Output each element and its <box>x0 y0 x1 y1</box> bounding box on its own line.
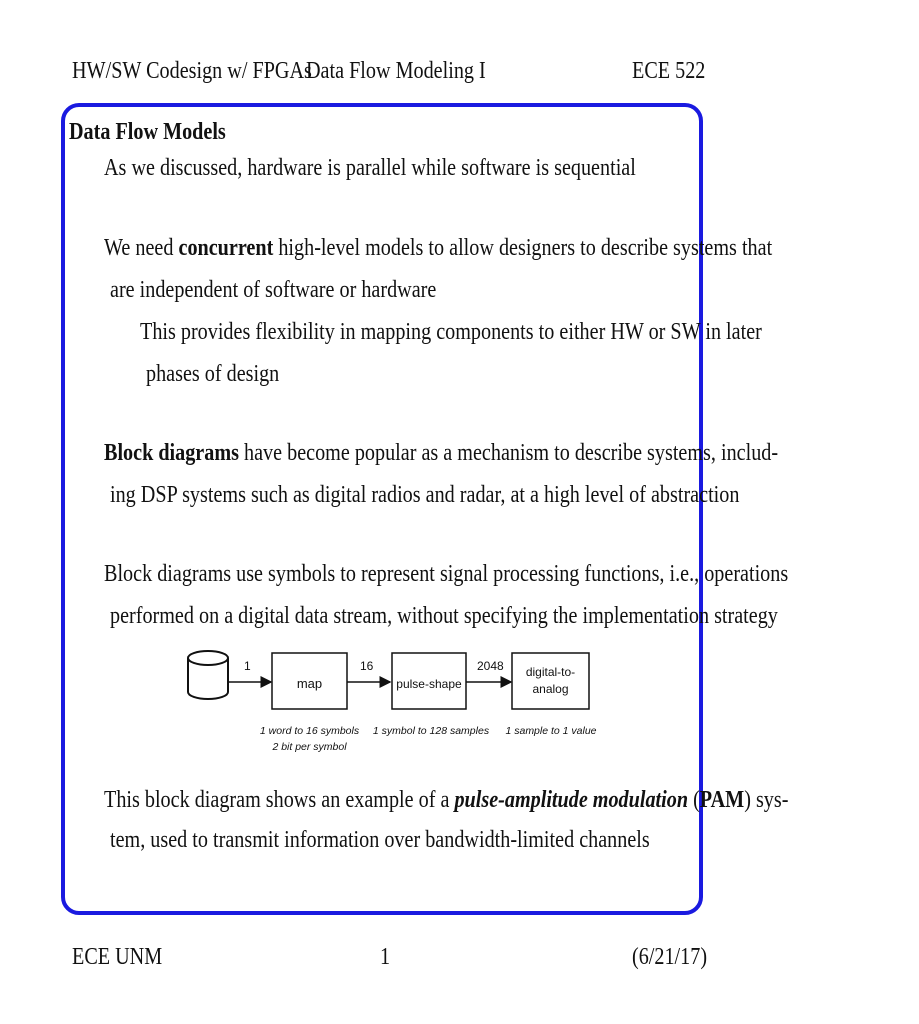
digital-to-analog-label-line-2: analog <box>532 682 569 696</box>
slide-heading: Data Flow Models <box>69 119 226 145</box>
data-source-cylinder-icon <box>188 651 228 699</box>
paragraph-5-line-2: performed on a digital data stream, without specifying the implementation strategy <box>110 603 778 629</box>
paragraph-4-line-2: ing DSP systems such as digital radios and radar, at a high level of abstraction <box>110 482 740 508</box>
map-block-label: map <box>296 676 323 691</box>
pam-acronym: PAM <box>699 787 745 813</box>
digital-to-analog-label-line-1: digital-to- <box>525 665 576 679</box>
rate-label-3: 2048 <box>477 659 504 673</box>
paragraph-6-line-2: tem, used to transmit information over bandwidth-limited channels <box>110 827 650 853</box>
footer-date: (6/21/17) <box>632 944 708 970</box>
paragraph-3-line-1: This provides flexibility in mapping components to either HW or SW in later <box>140 319 762 345</box>
map-note-line-2: 2 bit per symbol <box>272 741 347 753</box>
paragraph-1: As we discussed, hardware is parallel while software is sequential <box>104 155 636 181</box>
paragraph-5-line-1: Block diagrams use symbols to represent signal processing functions, i.e., operations <box>104 561 789 587</box>
pam-block-diagram <box>180 648 610 765</box>
header-topic: Data Flow Modeling I <box>306 58 486 84</box>
paragraph-3-line-2: phases of design <box>146 361 280 387</box>
paragraph-2-line-1: We need concurrent high-level models to allow designers to describe systems that <box>104 235 773 261</box>
block-diagrams-emphasis: Block diagrams <box>104 440 239 466</box>
concurrent-emphasis: concurrent <box>178 235 274 261</box>
digital-to-analog-note: 1 sample to 1 value <box>505 725 597 737</box>
paragraph-6-line-1: This block diagram shows an example of a pulse-amplitude modulation (PAM) sys- <box>104 787 789 813</box>
rate-label-1: 1 <box>244 659 251 673</box>
header-course-number: ECE 522 <box>632 58 706 84</box>
rate-label-2: 16 <box>360 659 374 673</box>
map-note-line-1: 1 word to 16 symbols <box>259 725 360 737</box>
footer-org: ECE UNM <box>72 944 163 970</box>
pulse-shape-note: 1 symbol to 128 samples <box>372 725 490 737</box>
paragraph-2-line-2: are independent of software or hardware <box>110 277 437 303</box>
header-course: HW/SW Codesign w/ FPGAs <box>72 58 312 84</box>
paragraph-4-line-1: Block diagrams have become popular as a mechanism to describe systems, includ- <box>104 440 779 466</box>
pulse-shape-block-label: pulse-shape <box>396 677 462 691</box>
footer-page-number: 1 <box>380 944 391 970</box>
pam-emphasis: pulse-amplitude modulation <box>454 787 689 813</box>
digital-to-analog-block <box>512 653 589 709</box>
